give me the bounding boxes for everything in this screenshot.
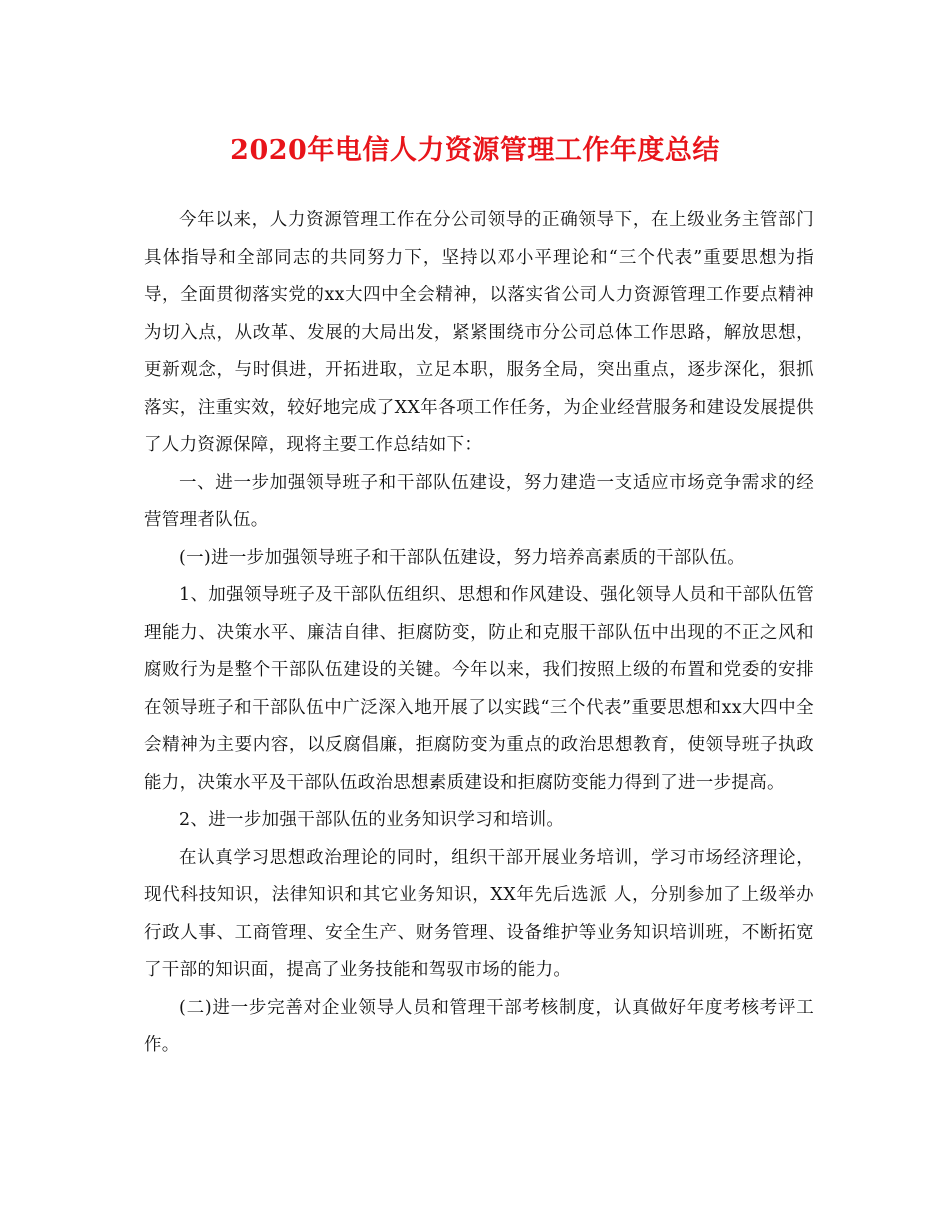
document-body	[144, 202, 814, 1065]
document-title: 2020年电信人力资源管理工作年度总结	[230, 135, 720, 166]
paragraph-item-2: 2、进一步加强干部队伍的业务知识学习和培训。	[179, 810, 565, 830]
paragraph-item-2-detail: 在认真学习思想政治理论的同时，组织干部开展业务培训，学习市场经济理论，现代科技知识，法律知识和其它业务知识，XX年先后选派 人，分别参加了上级举办行政人事、工商管理、安全生产、财务管理、设备维护等业务知识培训班，不断拓宽了干部的知识面，提高了业务技能和驾驭市场的能力。	[144, 847, 814, 980]
paragraph-item-1: 1、加强领导班子及干部队伍组织、思想和作风建设、强化领导人员和干部队伍管理能力、决策水平、廉洁自律、拒腐防变，防止和克服干部队伍中出现的不正之风和腐败行为是整个干部队伍建设的关键。今年以来，我们按照上级的布置和党委的安排在领导班子和干部队伍中广泛深入地开展了以实践“三个代表”重要思想和xx大四中全会精神为主要内容，以反腐倡廉，拒腐防变为重点的政治思想教育，使领导班子执政能力，决策水平及干部队伍政治思想素质建设和拒腐防变能力得到了进一步提高。	[144, 585, 814, 793]
paragraph-section-1: 一、进一步加强领导班子和干部队伍建设，努力建造一支适应市场竞争需求的经营管理者队伍。	[144, 472, 814, 530]
paragraph-intro: 今年以来，人力资源管理工作在分公司领导的正确领导下，在上级业务主管部门具体指导和全部同志的共同努力下，坚持以邓小平理论和“三个代表”重要思想为指导，全面贯彻落实党的xx大四中全会精神，以落实省公司人力资源管理工作要点精神为切入点，从改革、发展的大局出发，紧紧围绕市分公司总体工作思路，解放思想，更新观念，与时俱进，开拓进取，立足本职，服务全局，突出重点，逐步深化，狠抓落实，注重实效，较好地完成了XX年各项工作任务，为企业经营服务和建设发展提供了人力资源保障，现将主要工作总结如下：	[144, 210, 814, 455]
paragraph-subsection-1: (一)进一步加强领导班子和干部队伍建设，努力培养高素质的干部队伍。	[179, 547, 746, 568]
paragraph-subsection-2: (二)进一步完善对企业领导人员和管理干部考核制度，认真做好年度考核考评工作。	[144, 997, 814, 1055]
